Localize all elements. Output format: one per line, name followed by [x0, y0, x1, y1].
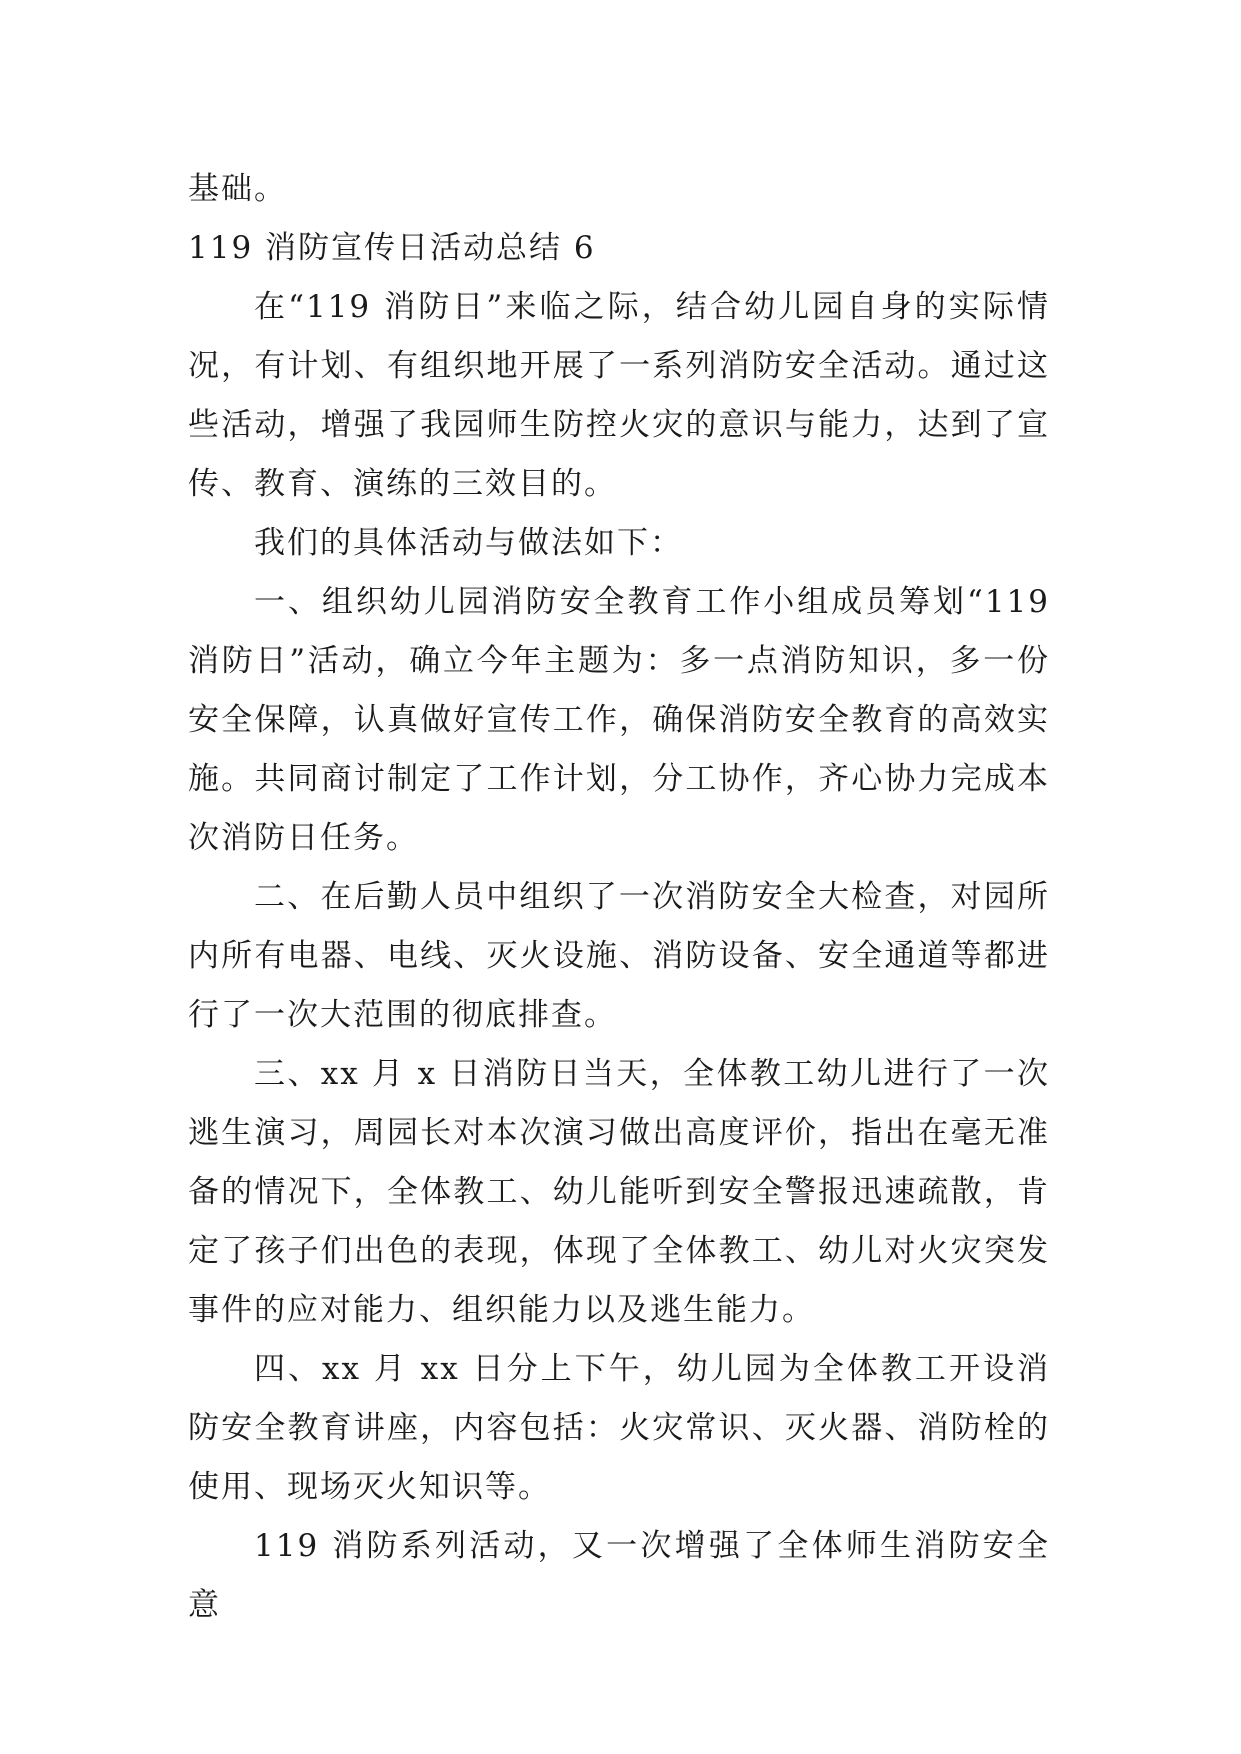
paragraph-intro: 在“119 消防日”来临之际，结合幼儿园自身的实际情况，有计划、有组织地开展了一系列消防安全活动。通过这些活动，增强了我园师生防控火灾的意识与能力，达到了宣传、教育、演练的三效目的。 — [188, 289, 1050, 502]
paragraph-item-1: 一、组织幼儿园消防安全教育工作小组成员筹划“119 消防日”活动，确立今年主题为：多一点消防知识，多一份安全保障，认真做好宣传工作，确保消防安全教育的高效实施。共同商讨制定了工作计划，分工协作，齐心协力完成本次消防日任务。 — [188, 584, 1050, 856]
document-body — [188, 160, 1050, 1635]
paragraph-methods-intro: 我们的具体活动与做法如下： — [254, 525, 683, 561]
section-heading: 119 消防宣传日活动总结 6 — [188, 230, 596, 266]
paragraph-continuation: 基础。 — [188, 171, 287, 207]
paragraph-item-3: 三、xx 月 x 日消防日当天，全体教工幼儿进行了一次逃生演习，周园长对本次演习做出高度评价，指出在毫无准备的情况下，全体教工、幼儿能听到安全警报迅速疏散，肯定了孩子们出色的表现，体现了全体教工、幼儿对火灾突发事件的应对能力、组织能力以及逃生能力。 — [188, 1056, 1050, 1328]
paragraph-conclusion: 119 消防系列活动，又一次增强了全体师生消防安全意 — [188, 1528, 1050, 1623]
paragraph-item-4: 四、xx 月 xx 日分上下午，幼儿园为全体教工开设消防安全教育讲座，内容包括：火灾常识、灭火器、消防栓的使用、现场灭火知识等。 — [188, 1351, 1050, 1505]
paragraph-item-2: 二、在后勤人员中组织了一次消防安全大检查，对园所内所有电器、电线、灭火设施、消防设备、安全通道等都进行了一次大范围的彻底排查。 — [188, 879, 1050, 1033]
